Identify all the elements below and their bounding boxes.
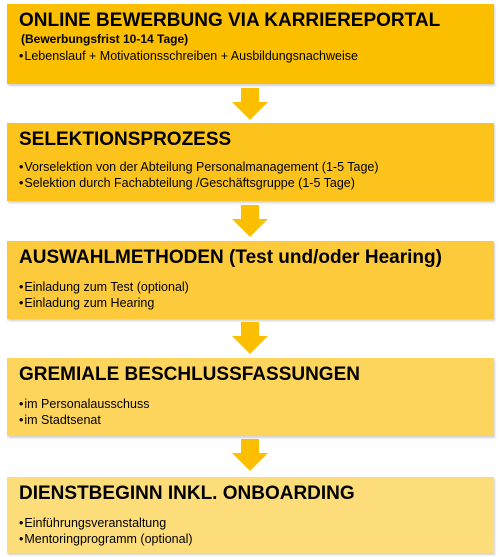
step-title: ONLINE BEWERBUNG VIA KARRIEREPORTAL	[19, 10, 441, 31]
bullet-item: • Einladung zum Test (optional)	[19, 279, 482, 295]
step-title: DIENSTBEGINN INKL. ONBOARDING	[19, 483, 355, 504]
step-dienstbeginn	[7, 477, 494, 553]
bullet-list	[19, 279, 482, 311]
bullet-item: • Mentoringprogramm (optional)	[19, 531, 482, 547]
step-title: AUSWAHLMETHODEN (Test und/oder Hearing)	[19, 247, 442, 268]
step-title: SELEKTIONSPROZESS	[19, 129, 232, 150]
bullet-item: • Vorselektion von der Abteilung Personalmanagement (1-5 Tage)	[19, 159, 482, 175]
step-note: (Bewerbungsfrist 10-14 Tage)	[21, 32, 189, 46]
bullet-list	[19, 396, 482, 428]
down-arrow-icon	[232, 205, 268, 237]
step-selektionsprozess	[7, 123, 494, 201]
bullet-item: • Selektion durch Fachabteilung /Geschäftsgruppe (1-5 Tage)	[19, 175, 482, 191]
bullet-item: • Einführungsveranstaltung	[19, 515, 482, 531]
bullet-list	[19, 159, 482, 191]
bullet-item: • im Personalausschuss	[19, 396, 482, 412]
bullet-item: • Einladung zum Hearing	[19, 295, 482, 311]
step-auswahlmethoden	[7, 241, 494, 319]
down-arrow-icon	[232, 88, 268, 120]
down-arrow-icon	[232, 439, 268, 471]
bullet-item: • im Stadtsenat	[19, 412, 482, 428]
bullet-list	[19, 48, 482, 64]
down-arrow-icon	[232, 322, 268, 354]
step-gremiale-beschlussfassungen	[7, 358, 494, 436]
step-title: GREMIALE BESCHLUSSFASSUNGEN	[19, 364, 360, 385]
bullet-list	[19, 515, 482, 547]
bullet-item: • Lebenslauf + Motivationsschreiben + Ausbildungsnachweise	[19, 48, 482, 64]
step-online-bewerbung	[7, 4, 494, 84]
